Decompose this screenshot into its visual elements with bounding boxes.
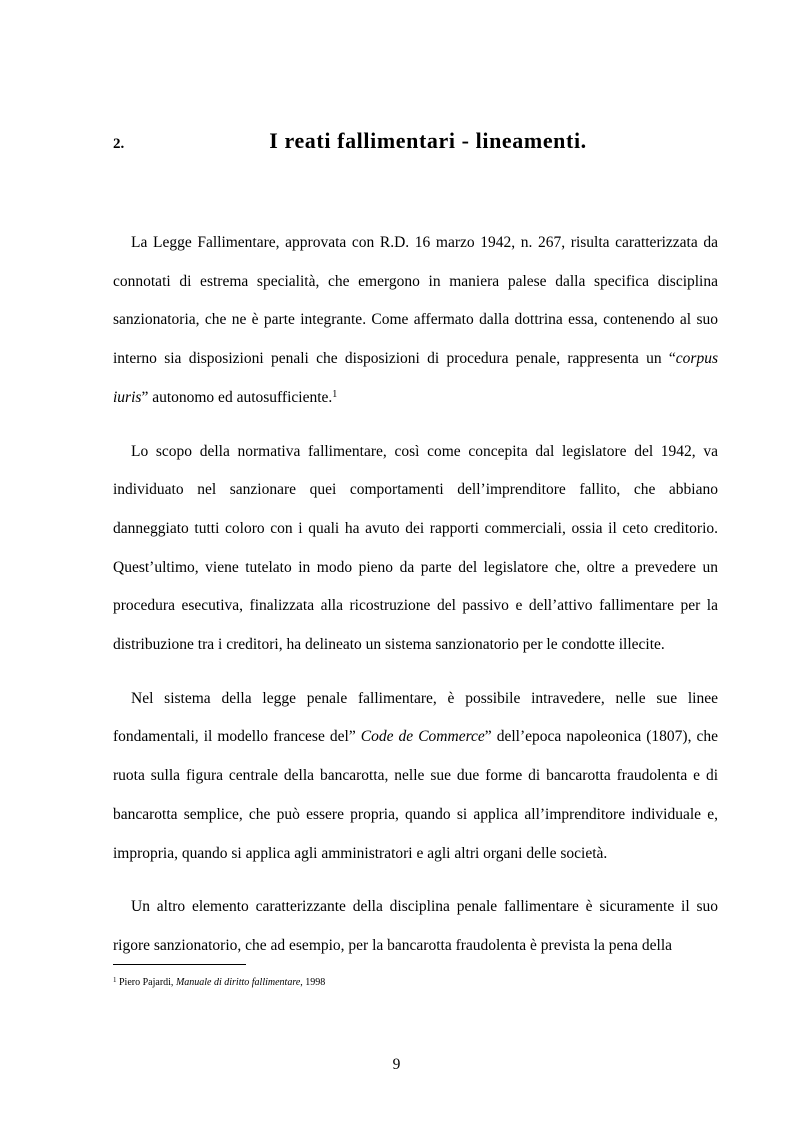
section-heading bbox=[0, 128, 793, 162]
paragraph-1-text-b: ” autonomo ed autosufficiente. bbox=[141, 388, 333, 406]
paragraph-2: Lo scopo della normativa fallimentare, così come concepita dal legislatore del 1942, va individuato nel sanzionare quei comportamenti dell’imprenditore fallito, che abbiano danneggiato tutti coloro con i quali ha avuto dei rapporti commerciali, ossia il ceto creditorio. Quest’ultimo, viene tutelato in modo pieno da parte del legislatore che, oltre a prevedere un procedura esecutiva, finalizzata alla ricostruzione del passivo e dell’attivo fallimentare per la distribuzione tra i creditori, ha delineato un sistema sanzionatorio per le condotte illecite. bbox=[113, 442, 718, 654]
paragraph-1-italic: corpus iuris bbox=[113, 350, 718, 406]
paragraph-3-text-b: ” dell’epoca napoleonica (1807), che ruota sulla figura centrale della bancarotta, nelle sue due forme di bancarotta fraudolenta e di bancarotta semplice, che può essere propria, quando si applica all’imprenditore individuale e, impropria, quando si applica agli amministratori e agli altri organi delle società. bbox=[113, 728, 719, 862]
footnote-separator bbox=[113, 964, 246, 965]
page-number: 9 bbox=[392, 1056, 401, 1073]
footnote-number: 1 bbox=[113, 976, 117, 984]
footnote bbox=[113, 976, 718, 990]
body-text bbox=[113, 224, 718, 966]
paragraph-3-italic: Code de Commerce bbox=[360, 728, 485, 746]
paragraph-4: Un altro elemento caratterizzante della disciplina penale fallimentare è sicuramente il suo rigore sanzionatorio, che ad esempio, per la bancarotta fraudolenta è prevista la pena della bbox=[113, 898, 718, 954]
footnote-text-a: Piero Pajardi, bbox=[119, 977, 176, 988]
section-number: 2. bbox=[113, 136, 125, 152]
section-title: I reati fallimentari - lineamenti. bbox=[269, 128, 587, 153]
footnote-italic: Manuale di diritto fallimentare bbox=[175, 977, 301, 988]
paragraph-3-text-a: Nel sistema della legge penale fallimentare, è possibile intravedere, nelle sue linee fondamentali, il modello francese del” bbox=[113, 689, 718, 746]
footnote-reference[interactable]: 1 bbox=[332, 388, 338, 400]
paragraph-3 bbox=[113, 680, 718, 874]
paragraph-1 bbox=[113, 224, 718, 418]
paragraph-1-text-a: La Legge Fallimentare, approvata con R.D. 16 marzo 1942, n. 267, risulta caratterizzata da connotati di estrema specialità, che emergono in maniera palese dalla specifica disciplina sanzionatoria, che ne è parte integrante. Come affermato dalla dottrina essa, contenendo al suo interno sia disposizioni penali che disposizioni di procedura penale, rappresenta un “ bbox=[113, 234, 718, 368]
footnote-text-b: , 1998 bbox=[300, 977, 326, 988]
